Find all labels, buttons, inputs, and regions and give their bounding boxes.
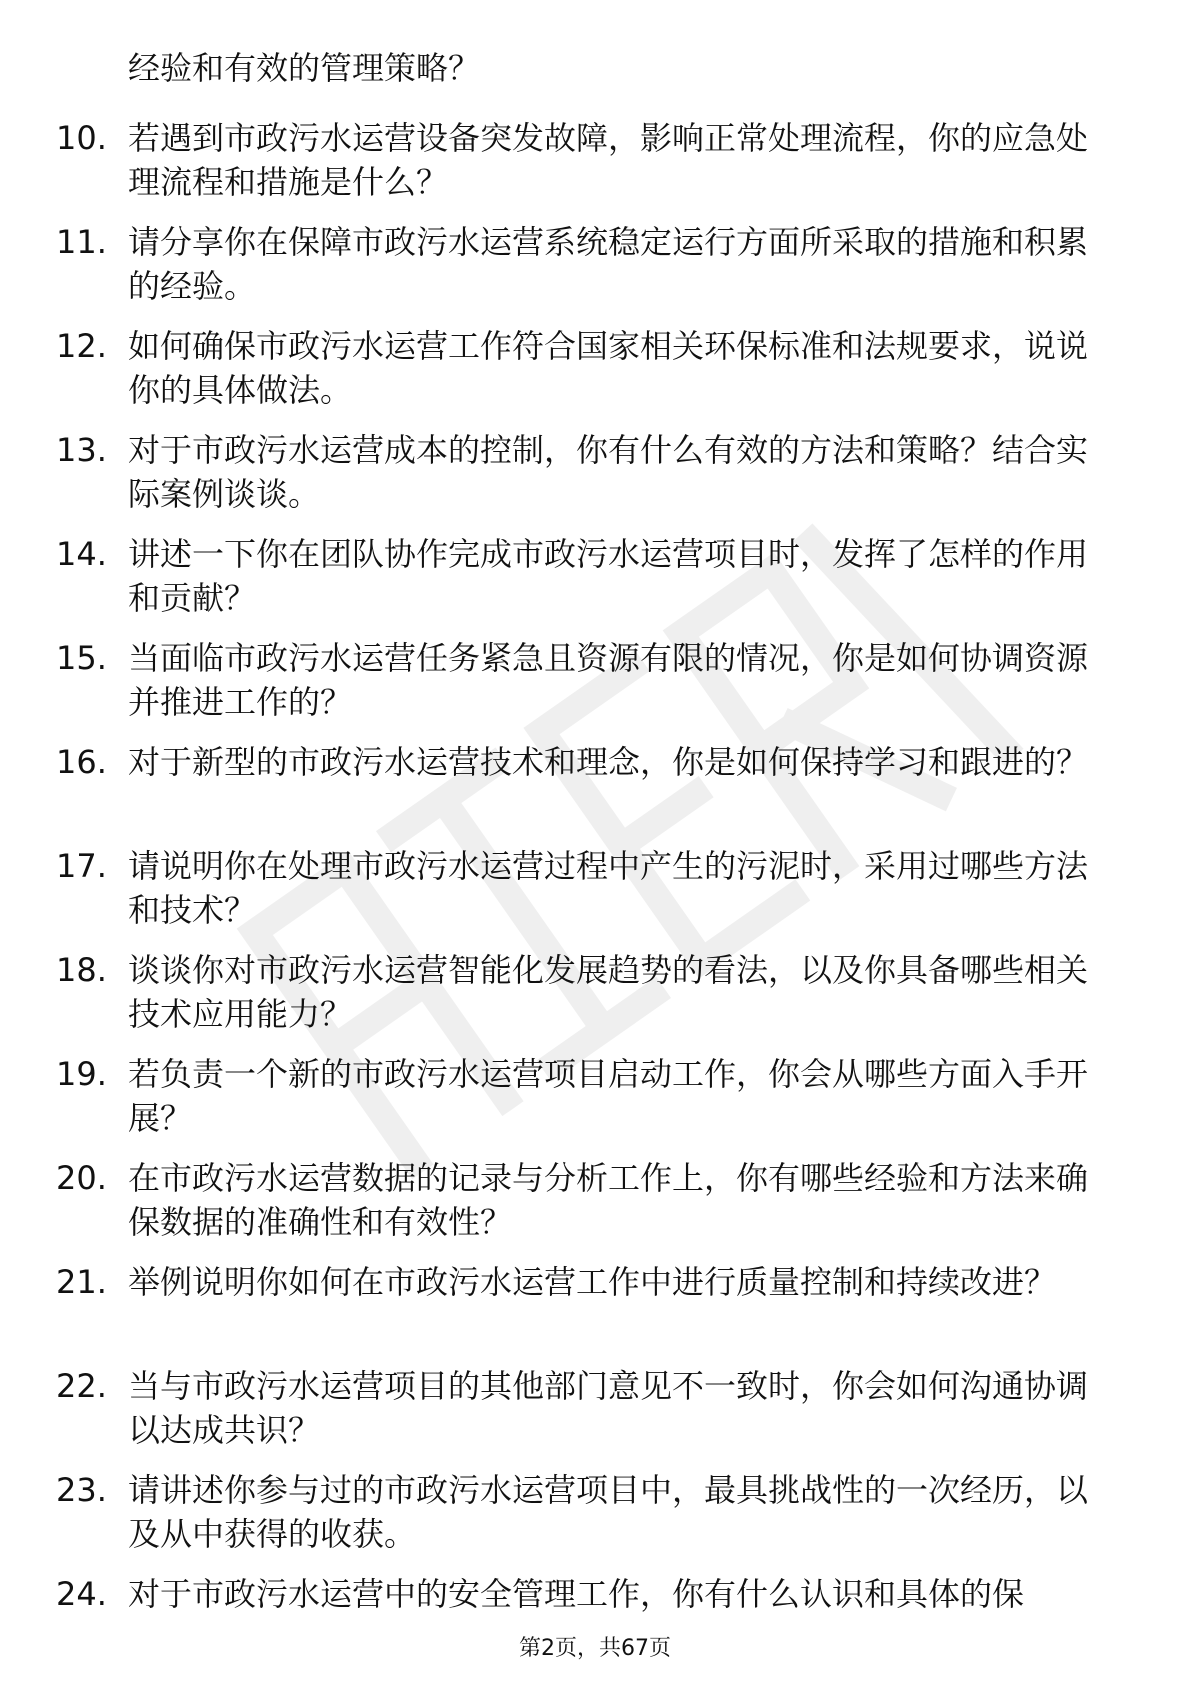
question-number: 13. xyxy=(56,431,107,469)
list-item xyxy=(56,844,1116,948)
list-item xyxy=(56,1468,1116,1572)
question-text: 讲述一下你在团队协作完成市政污水运营项目时，发挥了怎样的作用和贡献？ xyxy=(128,535,1089,617)
question-number: 16. xyxy=(56,743,107,781)
question-number: 20. xyxy=(56,1159,107,1197)
question-text: 若负责一个新的市政污水运营项目启动工作，你会从哪些方面入手开展？ xyxy=(128,1055,1089,1137)
list-item xyxy=(56,1364,1116,1468)
question-number: 22. xyxy=(56,1367,107,1405)
question-number: 15. xyxy=(56,639,107,677)
question-text: 对于新型的市政污水运营技术和理念，你是如何保持学习和跟进的？ xyxy=(128,743,1089,781)
list-item xyxy=(56,220,1116,324)
list-item xyxy=(56,116,1116,220)
list-item xyxy=(56,740,1116,844)
question-list xyxy=(56,116,1116,1676)
list-item xyxy=(56,324,1116,428)
question-number: 19. xyxy=(56,1055,107,1093)
list-item xyxy=(56,1052,1116,1156)
continuation-text: 经验和有效的管理策略？ xyxy=(128,49,481,87)
question-text: 当面临市政污水运营任务紧急且资源有限的情况，你是如何协调资源并推进工作的？ xyxy=(128,639,1089,721)
list-item xyxy=(56,428,1116,532)
list-item xyxy=(56,1156,1116,1260)
question-text: 请说明你在处理市政污水运营过程中产生的污泥时，采用过哪些方法和技术？ xyxy=(128,847,1089,929)
list-item xyxy=(56,948,1116,1052)
question-number: 17. xyxy=(56,847,107,885)
question-number: 11. xyxy=(56,223,107,261)
question-text: 对于市政污水运营中的安全管理工作，你有什么认识和具体的保 xyxy=(128,1575,1025,1613)
question-text: 若遇到市政污水运营设备突发故障，影响正常处理流程，你的应急处理流程和措施是什么？ xyxy=(128,119,1089,201)
question-number: 12. xyxy=(56,327,107,365)
question-number: 21. xyxy=(56,1263,107,1301)
question-number: 10. xyxy=(56,119,107,157)
list-item xyxy=(56,1260,1116,1364)
question-text: 在市政污水运营数据的记录与分析工作上，你有哪些经验和方法来确保数据的准确性和有效性？ xyxy=(128,1159,1089,1241)
question-text: 如何确保市政污水运营工作符合国家相关环保标准和法规要求，说说你的具体做法。 xyxy=(128,327,1089,409)
question-number: 14. xyxy=(56,535,107,573)
question-text: 请讲述你参与过的市政污水运营项目中，最具挑战性的一次经历，以及从中获得的收获。 xyxy=(128,1471,1089,1553)
question-text: 举例说明你如何在市政污水运营工作中进行质量控制和持续改进？ xyxy=(128,1263,1057,1301)
question-text: 请分享你在保障市政污水运营系统稳定运行方面所采取的措施和积累的经验。 xyxy=(128,223,1089,305)
question-number: 24. xyxy=(56,1575,107,1613)
question-text: 当与市政污水运营项目的其他部门意见不一致时，你会如何沟通协调以达成共识？ xyxy=(128,1367,1089,1449)
question-number: 23. xyxy=(56,1471,107,1509)
list-item xyxy=(56,532,1116,636)
page-footer: 第2页，共67页 xyxy=(519,1636,671,1661)
question-text: 谈谈你对市政污水运营智能化发展趋势的看法，以及你具备哪些相关技术应用能力？ xyxy=(128,951,1089,1033)
list-item xyxy=(56,636,1116,740)
question-number: 18. xyxy=(56,951,107,989)
question-text: 对于市政污水运营成本的控制，你有什么有效的方法和策略？结合实际案例谈谈。 xyxy=(128,431,1089,513)
